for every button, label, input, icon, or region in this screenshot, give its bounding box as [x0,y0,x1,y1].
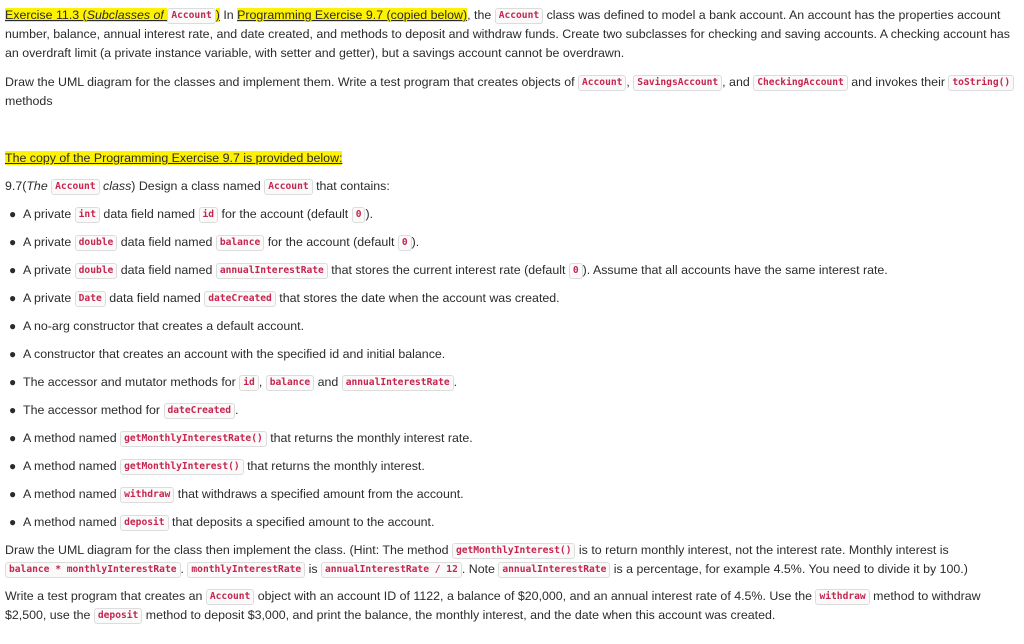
code-snippet: withdraw [120,487,174,503]
list-item: ● A no-arg constructor that creates a default account. [5,317,1018,336]
code-snippet: 0 [569,263,583,279]
bullet-icon: ● [9,487,17,501]
bullet-icon: ● [9,347,17,361]
code-snippet: getMonthlyInterestRate() [120,431,267,447]
list-item: ● A method named deposit that deposits a specified amount to the account. [5,513,1018,532]
code-snippet: annualInterestRate [498,562,610,578]
code-snippet: double [75,235,118,251]
bullet-icon: ● [9,431,17,445]
list-item: ● A method named withdraw that withdraws a specified amount from the account. [5,485,1018,504]
list-item: ● A constructor that creates an account with the specified id and initial balance. [5,345,1018,364]
tostring-code: toString() [948,75,1014,91]
code-snippet: 0 [352,207,366,223]
code-snippet: dateCreated [204,291,276,307]
code-snippet: dateCreated [164,403,236,419]
list-item: ● A method named getMonthlyInterestRate() that returns the monthly interest rate. [5,429,1018,448]
list-item: ● A private double data field named balance for the account (default 0 ). [5,233,1018,252]
list-item: ● A method named getMonthlyInterest() that returns the monthly interest. [5,457,1018,476]
bullet-icon: ● [9,291,17,305]
bullet-icon: ● [9,235,17,249]
code-snippet: 0 [398,235,412,251]
code-snippet: int [75,207,100,223]
savings-account-code: SavingsAccount [633,75,722,91]
account-code: Account [167,8,215,24]
list-item: ● A private double data field named annualInterestRate that stores the current interest rate (default 0 ). Assume that all accounts have the same interest rate. [5,261,1018,280]
bullet-icon: ● [9,207,17,221]
bullet-icon: ● [9,403,17,417]
exercise-subtitle: Subclasses of [86,8,164,22]
account-code: Account [495,8,543,24]
bullet-icon: ● [9,459,17,473]
bullet-icon: ● [9,263,17,277]
account-code: Account [264,179,312,195]
bullet-icon: ● [9,319,17,333]
exercise-9-7-intro: 9.7(The Account class) Design a class named Account that contains: [5,179,390,193]
list-item: ● The accessor method for dateCreated . [5,401,1018,420]
code-snippet: annualInterestRate [216,263,328,279]
code-snippet: monthlyInterestRate [187,562,305,578]
list-item: ● A private int data field named id for the account (default 0 ). [5,205,1018,224]
code-snippet: balance [266,375,314,391]
code-snippet: balance * monthlyInterestRate [5,562,181,578]
code-snippet: id [199,207,219,223]
exercise-intro: Exercise 11.3 (Subclasses of Account ) In Programming Exercise 9.7 (copied below), the Account class was defined to model a bank account. An account has the properties account number, balance, annual interest rate, and date created, and methods to deposit and withdraw funds. Create two subclasses for checking and saving accounts. A checking account has an overdraft limit (a private instance variable, with setter and getter), but a savings account cannot be overdrawn. [5,8,1010,60]
code-snippet: withdraw [815,589,869,605]
hint-paragraph: Draw the UML diagram for the class then implement the class. (Hint: The method getMonthlyInterest() is to return monthly interest, not the interest rate. Monthly interest is balance * monthlyInterestRate . monthlyInterestRate is annualInterestRate / 12 . Note annualInterestRate is a percentage, for example 4.5%. You need to divide it by 100.) [5,543,968,576]
code-snippet: id [239,375,259,391]
draw-instructions: Draw the UML diagram for the classes and implement them. Write a test program that creates objects of Account , SavingsAccount , and CheckingAccount and invokes their toString() methods [5,73,1018,111]
code-snippet: getMonthlyInterest() [120,459,244,475]
list-item: ● A private Date data field named dateCreated that stores the date when the account was created. [5,289,1018,308]
account-code: Account [51,179,99,195]
code-snippet: annualInterestRate [342,375,454,391]
test-program-paragraph: Write a test program that creates an Account object with an account ID of 1122, a balance of $20,000, and an annual interest rate of 4.5%. Use the withdraw method to withdraw $2,500, use the deposit method to deposit $3,000, and print the balance, the monthly interest, and the date when this account was created. [5,589,981,622]
code-snippet: deposit [94,608,142,624]
account-code: Account [578,75,626,91]
code-snippet: deposit [120,515,168,531]
checking-account-code: CheckingAccount [753,75,848,91]
code-snippet: balance [216,235,264,251]
copy-section-title: The copy of the Programming Exercise 9.7 is provided below: [5,151,343,165]
exercise-label: Exercise 11.3 ( [5,8,87,22]
code-snippet: Account [206,589,254,605]
code-snippet: annualInterestRate / 12 [321,562,462,578]
code-snippet: double [75,263,118,279]
bullet-icon: ● [9,375,17,389]
code-snippet: Date [75,291,106,307]
requirements-list [5,205,1018,532]
list-item: ● The accessor and mutator methods for id , balance and annualInterestRate . [5,373,1018,392]
pe-reference: Programming Exercise 9.7 (copied below) [237,8,468,22]
bullet-icon: ● [9,515,17,529]
code-snippet: getMonthlyInterest() [452,543,576,559]
